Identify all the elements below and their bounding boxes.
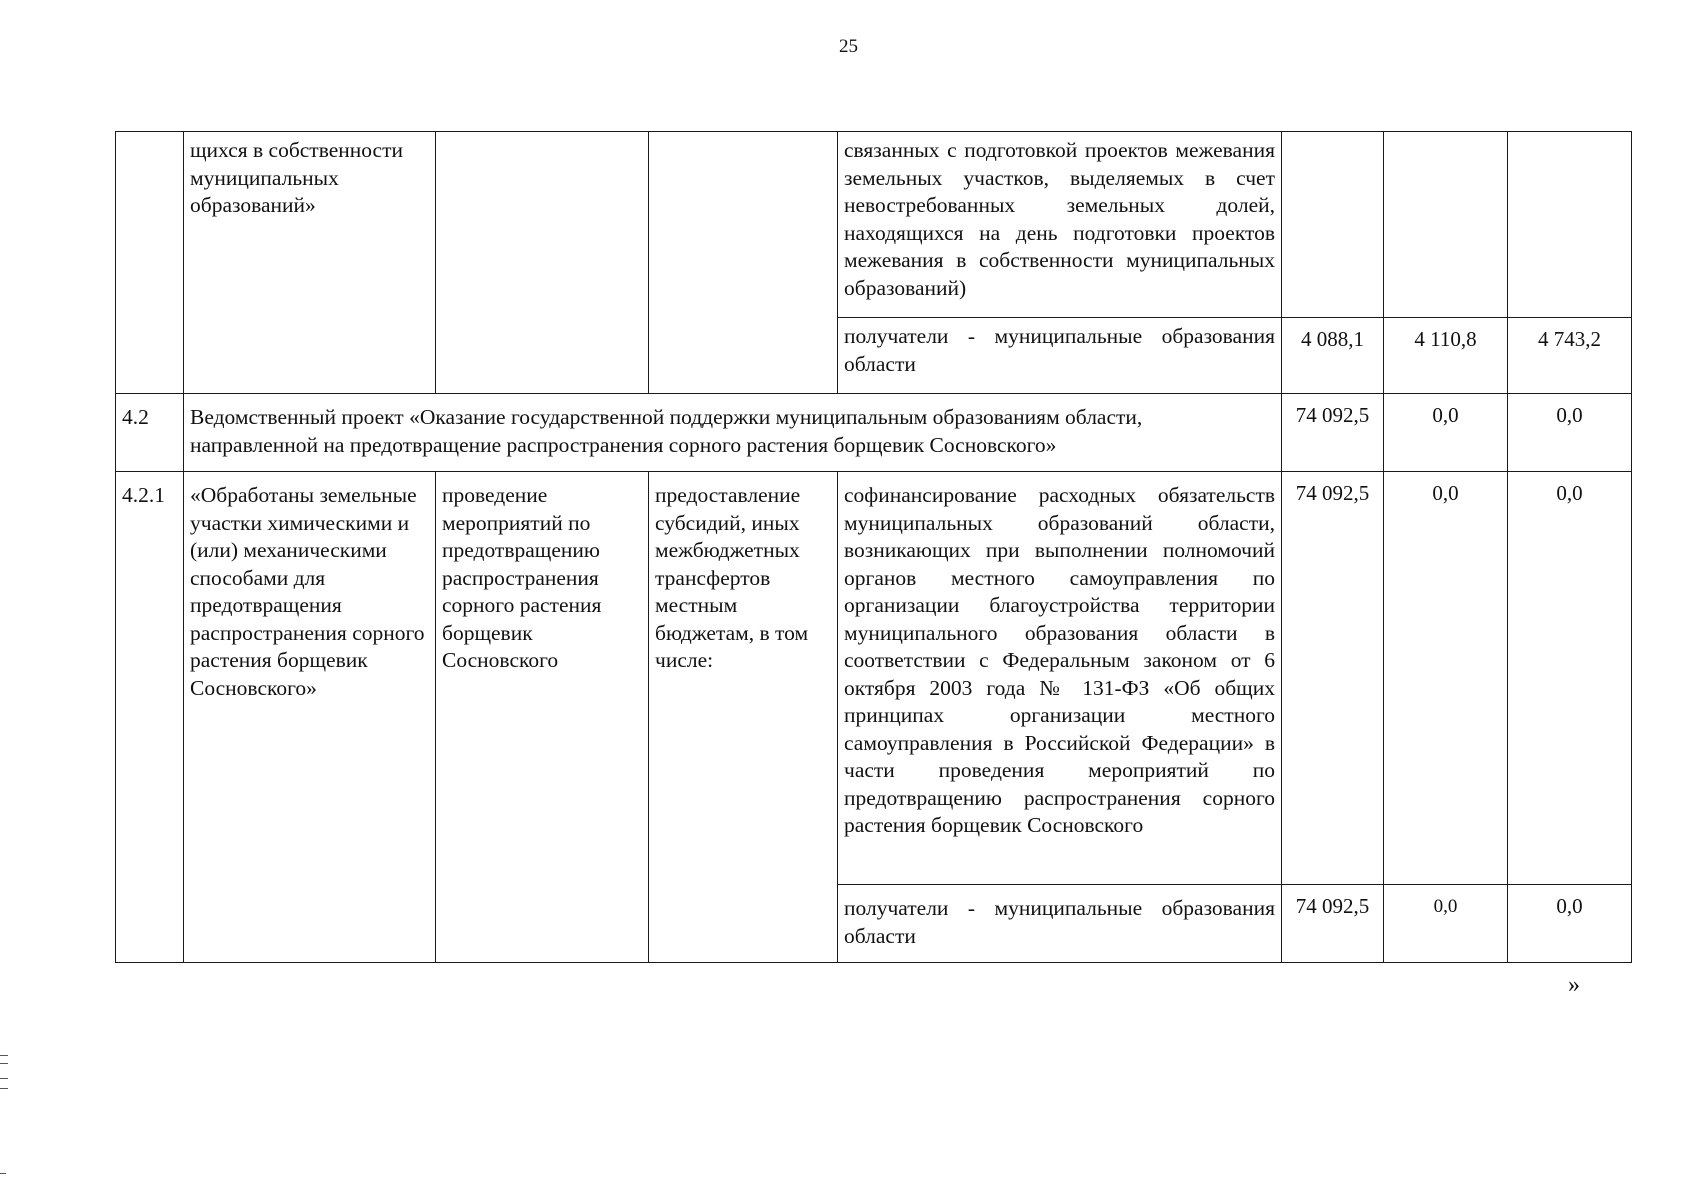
cell-value-3: 0,0 [1508,885,1632,963]
page-number: 25 [839,36,858,57]
cell-value-3 [1508,132,1632,318]
table-row [116,132,1632,318]
scan-artifact [0,1055,8,1056]
cell-value-1 [1282,132,1384,318]
closing-quote-mark: » [1568,972,1580,998]
cell-value-3: 0,0 [1508,394,1632,472]
cell-number [116,885,184,963]
budget-table [115,131,1632,963]
cell-support-type [649,132,838,318]
cell-number [116,132,184,318]
cell-event [436,132,649,318]
cell-event [436,318,649,394]
table-row [116,394,1632,472]
cell-description: получатели - муниципальные образования области [838,885,1282,963]
cell-value-3: 0,0 [1508,472,1632,885]
cell-event: проведение мероприятий по предотвращению распространения сорного растения борщевик Сосновского [436,472,649,885]
cell-value-1: 74 092,5 [1282,394,1384,472]
cell-value-3: 4 743,2 [1508,318,1632,394]
cell-value-2 [1384,132,1508,318]
cell-value-2: 0,0 [1384,394,1508,472]
cell-event [436,885,649,963]
table-row [116,885,1632,963]
cell-number [116,318,184,394]
table-row [116,318,1632,394]
table-row [116,472,1632,885]
cell-result-name: щихся в собственности муниципальных образований» [184,132,436,318]
cell-result-name [184,885,436,963]
cell-project-title: Ведомственный проект «Оказание государственной поддержки муниципальным образованиям области, направленной на предотвращение распространения сорного растения борщевик Сосновского» [184,394,1282,472]
cell-result-name [184,318,436,394]
scan-artifact [0,1063,8,1064]
cell-description: софинансирование расходных обязательств муниципальных образований области, возникающих при выполнении полномочий органов местного самоуправления по организации благоустройства территории муниципального образования области в соответствии с Федеральным законом от 6 октября 2003 года № 131-ФЗ «Об общих принципах организации местного самоуправления в Российской Федерации» в части проведения мероприятий по предотвращению распространения сорного растения борщевик Сосновского [838,472,1282,885]
cell-description: связанных с подготовкой проектов межевания земельных участков, выделяемых в счет невостребованных земельных долей, находящихся на день подготовки проектов межевания в собственности муниципальных образований) [838,132,1282,318]
cell-support-type [649,885,838,963]
cell-value-1: 74 092,5 [1282,472,1384,885]
scan-artifact [0,1173,6,1174]
cell-number: 4.2.1 [116,472,184,885]
cell-support-type [649,318,838,394]
cell-value-1: 4 088,1 [1282,318,1384,394]
cell-result-name: «Обработаны земельные участки химическими и (или) механическими способами для предотвращения распространения сорного растения борщевик Сосновского» [184,472,436,885]
cell-value-1: 74 092,5 [1282,885,1384,963]
cell-number: 4.2 [116,394,184,472]
scan-artifact [0,1078,8,1079]
cell-description: получатели - муниципальные образования области [838,318,1282,394]
cell-value-2: 0,0 [1384,472,1508,885]
cell-value-2: 0,0 [1384,885,1508,963]
cell-support-type: предоставление субсидий, иных межбюджетных трансфертов местным бюджетам, в том числе: [649,472,838,885]
cell-value-2: 4 110,8 [1384,318,1508,394]
scan-artifact [0,1088,8,1089]
